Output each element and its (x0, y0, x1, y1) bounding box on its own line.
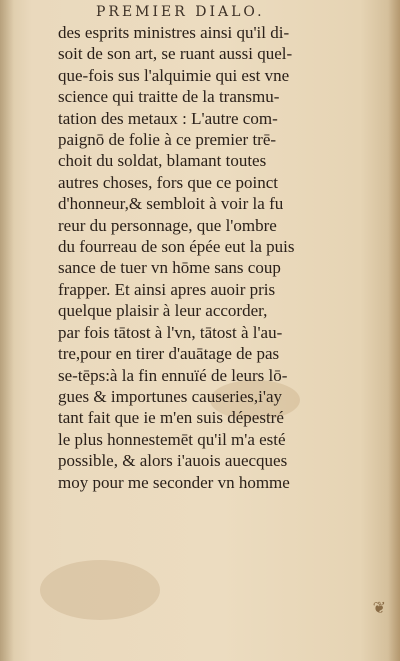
text-line: tre,pour en tirer d'auātage de pas (58, 344, 280, 364)
page-ornament-icon: ❦ (372, 598, 386, 617)
text-line: reur du personnage, que l'ombre (58, 215, 277, 235)
text-line: d'honneur,& sembloit à voir la fu (58, 194, 284, 214)
spine-shadow (0, 0, 14, 661)
text-line: des esprits ministres ainsi qu'il di- (58, 23, 290, 42)
text-line: autres choses, fors que ce poinct (58, 172, 278, 192)
text-line: gues & importunes causeries,i'ay (58, 386, 283, 406)
text-line: choit du soldat, blamant toutes (58, 151, 267, 171)
text-line: tation des metaux : L'autre com- (58, 108, 278, 128)
body-text (58, 22, 358, 493)
text-line: paignō de folie à ce premier trē- (58, 130, 277, 150)
text-line: du fourreau de son épée eut la puis (58, 237, 295, 257)
text-line: science qui traitte de la transmu- (58, 87, 280, 107)
running-title: PREMIER DIALO. (96, 4, 265, 20)
text-line: quelque plaisir à leur accorder, (58, 301, 268, 321)
text-line: que-fois sus l'alquimie qui est vne (58, 65, 290, 85)
text-line: par fois tātost à l'vn, tātost à l'au- (58, 322, 283, 342)
text-line: frapper. Et ainsi apres auoir pris (58, 279, 276, 299)
text-line: possible, & alors i'auois auecques (58, 451, 288, 471)
text-line: se-tēps:à la fin ennuïé de leurs lō- (58, 365, 288, 385)
paper-stain (40, 560, 160, 620)
text-line: le plus honnestemēt qu'il m'a esté (58, 429, 286, 449)
text-line: moy pour me seconder vn homme (58, 472, 290, 492)
text-line: soit de son art, se ruant aussi quel- (58, 44, 293, 64)
text-line: sance de tuer vn hōme sans coup (58, 258, 281, 278)
text-line: tant fait que ie m'en suis dépestré (58, 408, 284, 428)
page-edge (388, 0, 400, 661)
